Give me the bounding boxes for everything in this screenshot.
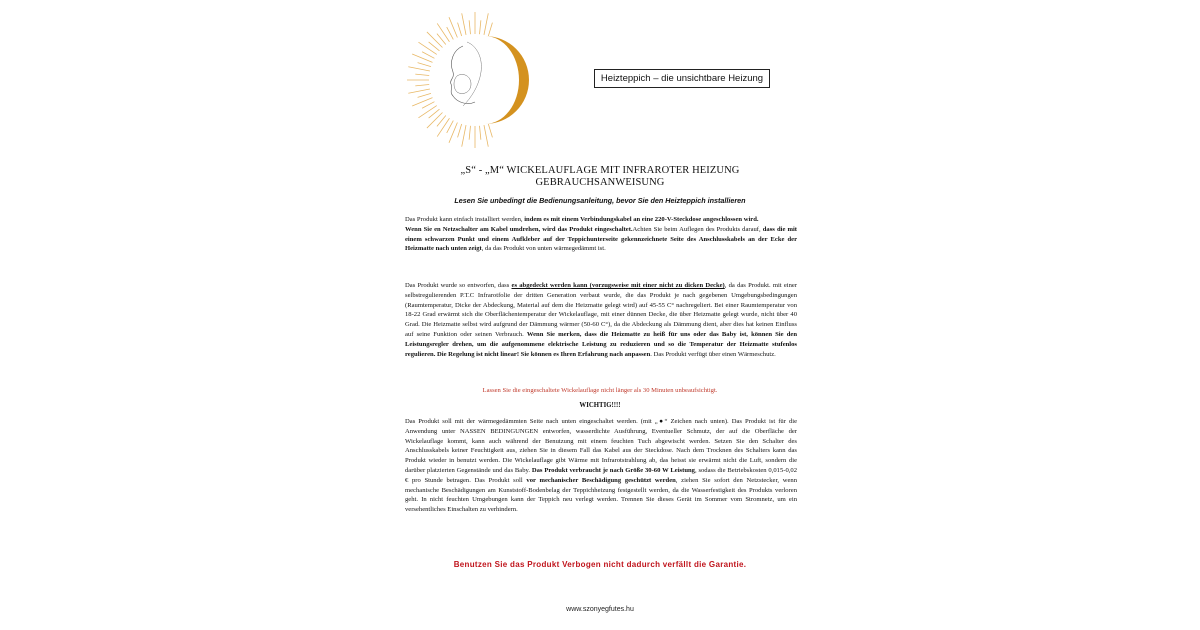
sun-ray	[427, 113, 443, 129]
sun-ray	[415, 85, 429, 86]
document-title: „S“ - „M“ WICKELAUFLAGE MIT INFRAROTER HEIZUNG	[460, 165, 740, 176]
baby-outline-icon	[454, 74, 471, 93]
installation-paragraph: Das Produkt kann einfach installiert werden, indem es mit einem Verbindungskabel an eine 220-V-Steckdose angeschlossen wird. Wenn Sie en Netzschalter am Kabel umdrehen, wird das Produkt eingeschaltet.Achten Sie beim Auflegen des Produkts darauf, dass die mit einem schwarzen Punkt und einem Aufkleber auf der Teppichunterseite gekennzeichnete Seite des Anschlusskabels an der Ecke der Heizmatte nach unten zeigt, da das Produkt von unten wärmegedämmt ist.	[405, 216, 797, 253]
sun-ray	[462, 125, 466, 147]
guarantee-warning: Benutzen Sie das Produkt Verbogen nicht dadurch verfällt die Garantie.	[453, 560, 747, 569]
footer-url: www.szonyegfutes.hu	[566, 606, 634, 613]
sun-ray	[422, 52, 434, 59]
design-paragraph: Das Produkt wurde so entworfen, dass es abgedeckt werden kann (vorzugsweise mit einer nicht zu dicken Decke), da das Produkt. mit einer selbstregulierenden P.T.C Infrarotfolie der dritten Generation verbaut wurde, die das Produkt je nach gegebenen Umgebungsbedingungen (Raumtemperatur, Dicke der Abdeckung, Material auf dem die Heizmatte gelegt wird) auf 45-55 C° nachregeliert. Bei einer Raumtemperatur von 18-22 Grad erwärmt sich die Oberflächentemperatur der Wickelauflage, mit einer dünnen Decke, die über Heizmatte gelegt wurde, nicht über 40 Grad. Die Heizmatte selbst wird aufgrund der Dämmung wärmer (50-60 C°), da die Abdeckung als Dämmung dient, aber dies hat keinen Einfluss auf seine Funktion oder seinen Verbrauch. Wenn Sie merken, dass die Heizmatte zu heiß für uns oder das Baby ist, können Sie den Leistungsregler drehen, um die aufgenommene elektrische Leistung zu reduzieren und so die Temperatur der Heizmatte stufenlos regulieren. Die Regelung ist nicht linear! Sie können es Ihren Erfahrung nach anpassen. Das Produkt verfügt über einen Wärmeschutz.	[405, 282, 798, 358]
sun-ray	[418, 42, 436, 54]
sun-ray	[418, 106, 436, 118]
sun-mother-logo	[405, 6, 530, 156]
sun-ray	[418, 63, 431, 67]
sun-ray	[422, 102, 434, 109]
sun-rays-icon	[407, 12, 492, 148]
sun-ray	[408, 89, 430, 93]
sun-ray	[418, 93, 431, 97]
sun-ray	[447, 27, 454, 39]
sun-ray	[484, 13, 488, 35]
supervision-warning: Lassen Sie die eingeschaltete Wickelauflage nicht länger als 30 Minuten unbeaufsichtigt.	[482, 387, 718, 394]
sun-ray	[484, 125, 488, 147]
usage-paragraph: Das Produkt soll mit der wärmegedämmten Seite nach unten eingeschaltet werden. (mit „●“ Zeichen nach unten). Das Produkt ist für die Anwendung unter NASSEN BEDINGUNGEN entworfen, wasserdichte Ausführung, Eventueller Schmutz, der auf die Oberfläche der Wickelauflage kommt, kann auch während der Benutzung mit einem feuchten Tuch abgewischt werden. Setzen Sie den Schalter des Anschlusskabels keiner Feuchtigkeit aus, ziehen Sie in diesem Fall das Kabel aus der Steckdose. Nach dem Trocknen des Schalters kann das Produkt wieder in benutzt werden. Die Wickelauflage gibt Wärme mit Infrarotstrahlung ab, das heisst sie erwärmt nicht die Luft, sondern die darüber platzierten Gegenstände und das Baby. Das Produkt verbraucht je nach Größe 30-60 W Leistung, sodass die Betriebskosten 0,015-0,02 € pro Stunde betragen. Das Produkt soll vor mechanischer Beschädigung geschützt werden, ziehen Sie sofort den Netzstecker, wenn mechanische Beschädigungen am Kunststoff-Bodenbelag der Teppichheizung festgestellt werden, da die Wasserfestigkeit des Produkts verloren geht. In nicht feuchten Umgebungen kann der Teppich neu verlegt werden. Trennen Sie dieses Gerät im Sommer vom Stromnetz, um ein versehentliches Einschalten zu verhindern.	[405, 418, 798, 514]
document-page	[395, 0, 805, 630]
sun-ray	[469, 20, 470, 34]
heizteppich-label-box: Heizteppich – die unsichtbare Heizung	[594, 69, 770, 88]
sun-ray	[427, 32, 443, 48]
sun-ray	[488, 124, 492, 137]
sun-ray	[469, 126, 470, 140]
sun-ray	[462, 13, 466, 35]
sun-ray	[437, 23, 449, 41]
hair-line-icon	[463, 42, 481, 106]
sun-ray	[488, 23, 492, 36]
mother-profile-icon	[451, 46, 475, 104]
sun-ray	[437, 118, 449, 136]
sun-ray	[447, 121, 454, 133]
sun-ray	[458, 23, 462, 36]
sun-ray	[408, 67, 430, 71]
sun-ray	[415, 74, 429, 75]
important-heading: WICHTIG!!!!	[579, 402, 621, 409]
sun-ray	[480, 20, 481, 34]
sun-ray	[480, 126, 481, 140]
crescent-icon	[485, 36, 529, 124]
sun-ray	[458, 124, 462, 137]
document-subtitle-heading: GEBRAUCHSANWEISUNG	[535, 177, 665, 188]
read-instructions-note: Lesen Sie unbedingt die Bedienungsanleitung, bevor Sie den Heizteppich installieren	[454, 196, 746, 205]
